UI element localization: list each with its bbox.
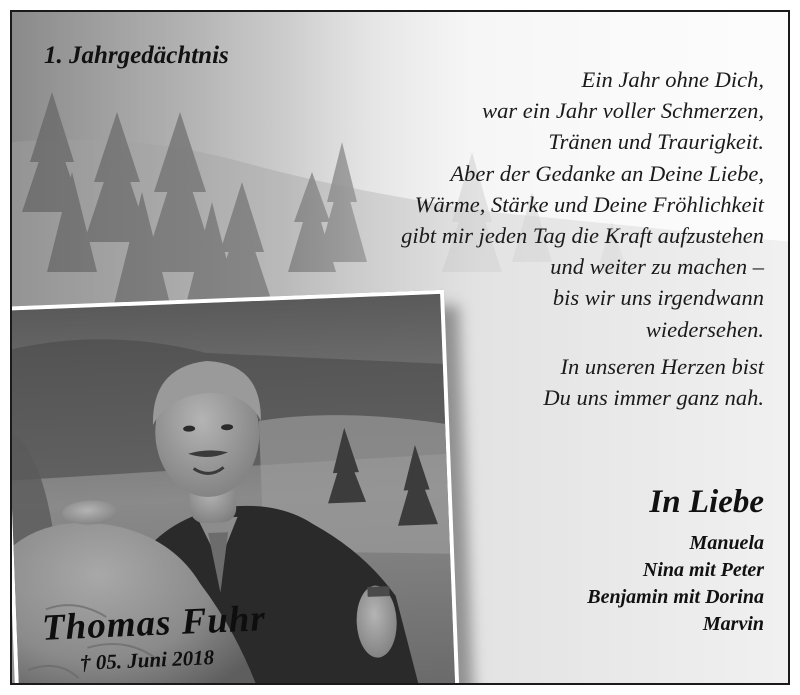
signoff: In Liebe xyxy=(649,484,764,520)
poem-line: Du uns immer ganz nah. xyxy=(543,385,764,411)
mourner-name: Manuela xyxy=(689,532,764,554)
poem-line: und weiter zu machen – xyxy=(550,254,764,280)
mourner-name: Marvin xyxy=(702,613,764,635)
poem-line: In unseren Herzen bist xyxy=(560,353,764,379)
poem-line: Tränen und Traurigkeit. xyxy=(548,129,764,155)
poem-line: Aber der Gedanke an Deine Liebe, xyxy=(450,160,764,186)
mourner-name: Nina mit Peter xyxy=(642,559,764,581)
deceased-name: Thomas Fuhr xyxy=(41,598,267,649)
death-date: † 05. Juni 2018 xyxy=(79,645,215,675)
poem-line: wiedersehen. xyxy=(645,316,764,342)
mourners-list xyxy=(587,530,764,638)
poem-line: Wärme, Stärke und Deine Fröhlichkeit xyxy=(414,191,764,217)
poem-line: war ein Jahr voller Schmerzen, xyxy=(482,98,764,124)
poem-line: bis wir uns irgendwann xyxy=(552,285,764,311)
poem-line: Ein Jahr ohne Dich, xyxy=(581,67,764,92)
memorial-notice xyxy=(10,10,790,685)
poem-line: gibt mir jeden Tag die Kraft aufzustehen xyxy=(401,223,764,249)
anniversary-heading: 1. Jahrgedächtnis xyxy=(44,42,229,69)
mourner-name: Benjamin mit Dorina xyxy=(587,586,764,608)
